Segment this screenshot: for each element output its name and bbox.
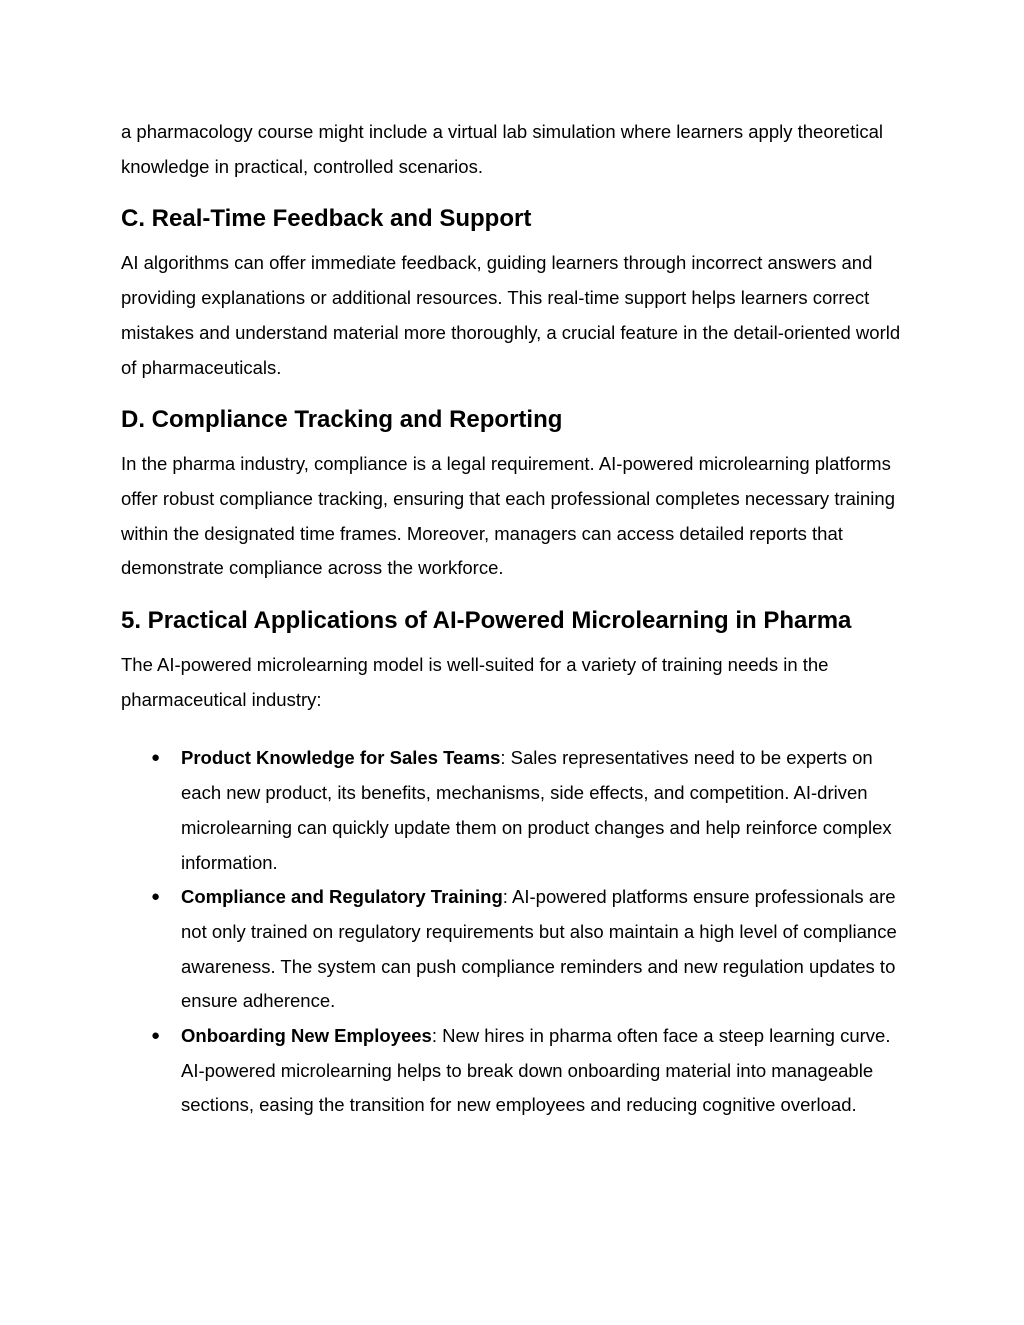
bullet-icon: ● — [151, 749, 161, 767]
section-5-heading: 5. Practical Applications of AI-Powered Microlearning in Pharma — [121, 607, 852, 635]
bullet-title: Product Knowledge for Sales Teams — [181, 747, 501, 769]
section-d-heading: D. Compliance Tracking and Reporting — [121, 406, 563, 434]
section-5-paragraph: The AI-powered microlearning model is well-suited for a variety of training needs in the pharmaceutical industry: — [121, 654, 829, 710]
section-c-heading: C. Real-Time Feedback and Support — [121, 205, 532, 233]
section-c-paragraph: AI algorithms can offer immediate feedback, guiding learners through incorrect answers and providing explanations or additional resources. This real-time support helps learners correct mistakes and understand material more thoroughly, a crucial feature in the detail-oriented world of pharmaceuticals. — [121, 252, 901, 378]
bullet-icon: ● — [151, 1027, 161, 1045]
document-page — [121, 115, 911, 1123]
section-d-paragraph: In the pharma industry, compliance is a legal requirement. AI-powered microlearning platforms offer robust compliance tracking, ensuring that each professional completes necessary training within the designated time frames. Moreover, managers can access detailed reports that demonstrate compliance across the workforce. — [121, 453, 895, 579]
intro-continuation-paragraph: a pharmacology course might include a virtual lab simulation where learners apply theoretical knowledge in practical, controlled scenarios. — [121, 121, 883, 177]
bullet-title: Compliance and Regulatory Training — [181, 886, 503, 908]
list-item — [121, 741, 911, 880]
bullet-icon: ● — [151, 888, 161, 906]
bullet-text: : AI-powered platforms ensure professionals are not only trained on regulatory requirements but also maintain a high level of compliance awareness. The system can push compliance reminders and new regulation updates to ensure adherence. — [181, 886, 897, 1012]
bullet-text: : New hires in pharma often face a steep learning curve. AI-powered microlearning helps to break down onboarding material into manageable sections, easing the transition for new employees and reducing cognitive overload. — [181, 1025, 891, 1116]
list-item — [121, 1019, 911, 1123]
bullet-title: Onboarding New Employees — [181, 1025, 432, 1047]
applications-list — [121, 741, 911, 1123]
list-item — [121, 880, 911, 1019]
bullet-text: : Sales representatives need to be experts on each new product, its benefits, mechanisms, side effects, and competition. AI-driven microlearning can quickly update them on product changes and help reinforce complex information. — [181, 747, 892, 873]
